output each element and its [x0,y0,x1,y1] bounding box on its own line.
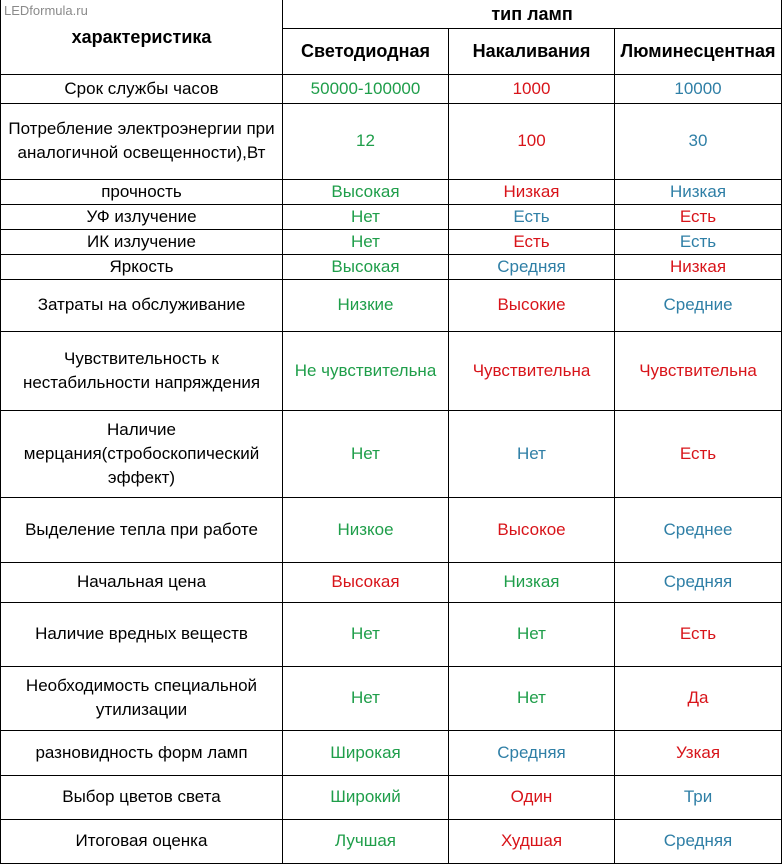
row-value: Высокая [283,254,449,279]
row-value: Высокая [283,562,449,602]
row-value: 30 [615,103,782,179]
row-value: Средняя [449,730,615,775]
row-value: Не чувствительна [283,331,449,410]
table-row [1,254,782,279]
row-value: Низкая [449,562,615,602]
table-row [1,497,782,562]
row-label: Яркость [1,254,283,279]
row-value: Есть [615,602,782,666]
table-row [1,103,782,179]
row-value: Нет [449,410,615,497]
table-row [1,819,782,863]
header-lamp-type: тип ламп [283,0,782,28]
row-value: Низкие [283,279,449,331]
row-label: Итоговая оценка [1,819,283,863]
row-value: Чувствительна [615,331,782,410]
row-value: Три [615,775,782,819]
row-value: Высокое [449,497,615,562]
table-row [1,74,782,103]
row-value: Высокая [283,179,449,204]
row-label: Выбор цветов света [1,775,283,819]
row-value: Средние [615,279,782,331]
row-value: Лучшая [283,819,449,863]
row-value: Нет [283,204,449,229]
row-value: Узкая [615,730,782,775]
table-row [1,730,782,775]
table-row [1,410,782,497]
table-row [1,204,782,229]
row-label: Наличие вредных веществ [1,602,283,666]
row-value: Нет [283,602,449,666]
row-value: Низкое [283,497,449,562]
table-row [1,229,782,254]
header-col-led: Светодиодная [283,28,449,74]
row-value: Худшая [449,819,615,863]
row-label: Чувствительность к нестабильности напряждения [1,331,283,410]
header-col-incandescent: Накаливания [449,28,615,74]
row-value: Есть [449,229,615,254]
row-value: 50000-100000 [283,74,449,103]
row-value: Нет [283,410,449,497]
row-value: Нет [283,229,449,254]
row-value: Средняя [449,254,615,279]
row-value: Средняя [615,562,782,602]
row-value: 10000 [615,74,782,103]
row-value: Есть [615,204,782,229]
row-value: Средняя [615,819,782,863]
row-value: Низкая [449,179,615,204]
row-value: Низкая [615,179,782,204]
row-value: Есть [615,410,782,497]
table-row [1,279,782,331]
header-characteristic: характеристика [1,0,283,74]
row-label: Начальная цена [1,562,283,602]
row-label: разновидность форм ламп [1,730,283,775]
row-label: Наличие мерцания(стробоскопический эффект) [1,410,283,497]
row-value: Среднее [615,497,782,562]
row-value: 100 [449,103,615,179]
row-value: 1000 [449,74,615,103]
header-col-fluorescent: Люминесцентная [615,28,782,74]
row-label: Затраты на обслуживание [1,279,283,331]
row-value: Есть [615,229,782,254]
row-label: Срок службы часов [1,74,283,103]
table-row [1,775,782,819]
table-row [1,179,782,204]
table-row [1,602,782,666]
row-value: Низкая [615,254,782,279]
row-value: Чувствительна [449,331,615,410]
table-row [1,562,782,602]
row-value: Высокие [449,279,615,331]
watermark: LEDformula.ru [4,3,88,18]
table-row [1,331,782,410]
row-value: Один [449,775,615,819]
row-value: Нет [449,602,615,666]
row-label: Потребление электроэнергии при аналогичной освещенности),Вт [1,103,283,179]
row-label: Необходимость специальной утилизации [1,666,283,730]
row-value: 12 [283,103,449,179]
row-value: Нет [283,666,449,730]
row-label: УФ излучение [1,204,283,229]
row-value: Нет [449,666,615,730]
row-value: Есть [449,204,615,229]
row-label: Выделение тепла при работе [1,497,283,562]
table-row [1,666,782,730]
row-value: Широкая [283,730,449,775]
row-label: прочность [1,179,283,204]
row-label: ИК излучение [1,229,283,254]
row-value: Широкий [283,775,449,819]
row-value: Да [615,666,782,730]
